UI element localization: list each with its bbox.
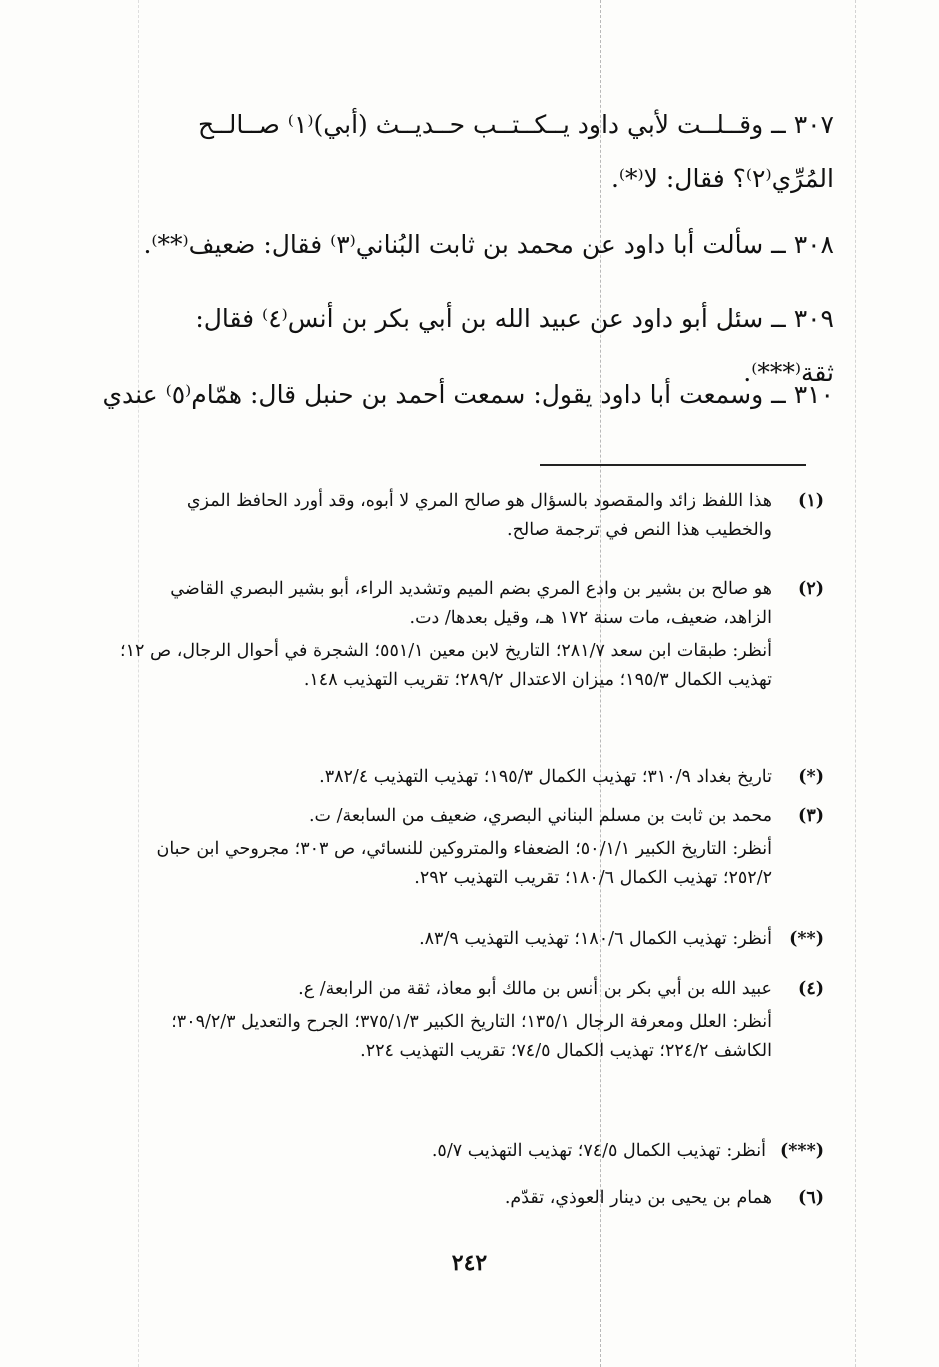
entry-308: ٣٠٨ ــ سألت أبا داود عن محمد بن ثابت البُناني⁽٣⁾ فقال: ضعيف⁽**⁾. <box>143 230 834 259</box>
footnote-text: هو صالح بن بشير بن وادع المري بضم الميم وتشديد الراء، أبو بشير البصري القاضي الزاهد، ضعيف، مات سنة ١٧٢ هـ، وقيل بعدها/ دت. <box>170 579 772 628</box>
entry-307: ٣٠٧ ــ وقــلــت لأبي داود يــكــتــب حــديــث (أبي)⁽١⁾ صــالــح المُرِّي⁽٢⁾؟ فقال: لا⁽*⁾. <box>197 110 834 193</box>
footnote-star-1 <box>118 763 824 792</box>
footnote-mark: (**) <box>789 929 824 949</box>
fold-line <box>855 0 856 1367</box>
footnote-mark: (٣) <box>798 806 824 826</box>
footnote-reference: أنظر: التاريخ الكبير ٥٠/١/١؛ الضعفاء والمتروكين للنسائي، ص ٣٠٣؛ مجروحي ابن حبان ٢٥٢/٢؛ تهذيب الكمال ١٨٠/٦؛ تقريب التهذيب ٢٩٢. <box>156 839 772 888</box>
footnote-text: أنظر: تهذيب الكمال ٧٤/٥؛ تهذيب التهذيب ٥/٧. <box>431 1141 766 1161</box>
footnote-text: عبيد الله بن أبي بكر بن أنس بن مالك أبو معاذ، ثقة من الرابعة/ ع. <box>298 979 772 999</box>
footnote-text: محمد بن ثابت بن مسلم البناني البصري، ضعيف من السابعة/ ت. <box>308 806 772 826</box>
footnote-1 <box>118 487 824 545</box>
footnote-reference: أنظر: طبقات ابن سعد ٢٨١/٧؛ التاريخ لابن معين ٥٥١/١؛ الشجرة في أحوال الرجال، ص ١٢؛ تهذيب الكمال ١٩٥/٣؛ ميزان الاعتدال ٢٨٩/٢؛ تقريب التهذيب ١٤٨. <box>120 641 772 690</box>
footnote-6 <box>118 1184 824 1213</box>
footnote-star-3 <box>118 1137 824 1166</box>
footnote-text: أنظر: تهذيب الكمال ١٨٠/٦؛ تهذيب التهذيب ٨٣/٩. <box>419 929 772 949</box>
footnote-mark: (٦) <box>798 1188 824 1208</box>
page-number: ٢٤٢ <box>451 1250 488 1276</box>
entry-310: ٣١٠ ــ وسمعت أبا داود يقول: سمعت أحمد بن حنبل قال: همّام⁽٥⁾ عندي <box>102 380 834 409</box>
footnote-mark: (***) <box>779 1141 824 1161</box>
footnote-text: هذا اللفظ زائد والمقصود بالسؤال هو صالح المري لا أبوه، وقد أورد الحافظ المزي والخطيب هذا النص في ترجمة صالح. <box>186 491 772 540</box>
footnote-text: همام بن يحيى بن دينار العوذي، تقدّم. <box>504 1188 772 1208</box>
footnote-separator <box>540 464 806 466</box>
footnote-mark: (٤) <box>798 979 824 999</box>
footnote-mark: (١) <box>798 491 824 511</box>
footnote-2 <box>118 575 824 695</box>
footnote-text: تاريخ بغداد ٣١٠/٩؛ تهذيب الكمال ١٩٥/٣؛ تهذيب التهذيب ٣٨٢/٤. <box>319 767 772 787</box>
footnote-3 <box>118 802 824 893</box>
footnote-4 <box>118 975 824 1066</box>
footnote-reference: أنظر: العلل ومعرفة الرجال ١٣٥/١؛ التاريخ الكبير ٣٧٥/١/٣؛ الجرح والتعديل ٣٠٩/٢/٣؛ الكاشف ٢٢٤/٢؛ تهذيب الكمال ٧٤/٥؛ تقريب التهذيب ٢٢٤. <box>171 1012 772 1061</box>
footnote-mark: (*) <box>798 767 824 787</box>
footnote-mark: (٢) <box>798 579 824 599</box>
footnote-star-2 <box>118 925 824 954</box>
entry-309: ٣٠٩ ــ سئل أبو داود عن عبيد الله بن أبي بكر بن أنس⁽٤⁾ فقال: ثقة⁽***⁾. <box>195 304 834 387</box>
